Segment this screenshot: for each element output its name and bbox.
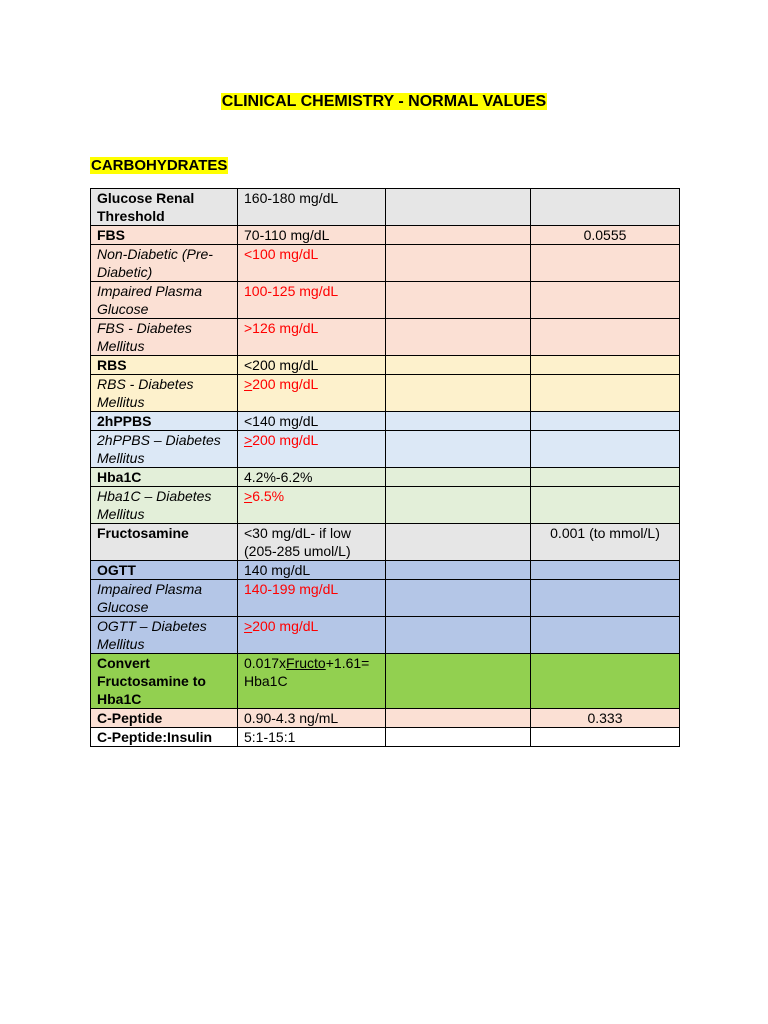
value-text: 6.5% (252, 488, 285, 504)
normal-values-table (90, 188, 680, 747)
test-name: C-Peptide:Insulin (91, 728, 238, 747)
conversion-factor (531, 654, 680, 709)
normal-value: 5:1-15:1 (238, 728, 386, 747)
table-row (91, 375, 680, 412)
conversion-factor (531, 617, 680, 654)
normal-value: 100-125 mg/dL (238, 282, 386, 319)
conversion-factor (531, 375, 680, 412)
table-row (91, 728, 680, 747)
conversion-factor (531, 356, 680, 375)
conversion-factor (531, 431, 680, 468)
empty-cell (386, 226, 531, 245)
test-name: FBS - Diabetes Mellitus (91, 319, 238, 356)
table-row (91, 468, 680, 487)
normal-value: 140-199 mg/dL (238, 580, 386, 617)
gte-sign: > (244, 488, 253, 504)
value-text: 200 mg/dL (252, 432, 319, 448)
normal-value: <30 mg/dL- if low (205-285 umol/L) (238, 524, 386, 561)
formula-part-a: 0.017x (244, 655, 287, 671)
normal-value (238, 375, 386, 412)
table-row (91, 654, 680, 709)
empty-cell (386, 709, 531, 728)
gte-sign: > (244, 432, 253, 448)
test-name: RBS (91, 356, 238, 375)
conversion-factor (531, 245, 680, 282)
test-name: Hba1C (91, 468, 238, 487)
table-row (91, 412, 680, 431)
empty-cell (386, 431, 531, 468)
table-row (91, 431, 680, 468)
section-heading: CARBOHYDRATES (91, 157, 228, 174)
empty-cell (386, 728, 531, 747)
conversion-factor (531, 189, 680, 226)
empty-cell (386, 356, 531, 375)
table-row (91, 709, 680, 728)
normal-value: <140 mg/dL (238, 412, 386, 431)
table-row (91, 580, 680, 617)
conversion-factor (531, 468, 680, 487)
conversion-factor: 0.333 (531, 709, 680, 728)
test-name: Hba1C – Diabetes Mellitus (91, 487, 238, 524)
conversion-factor: 0.0555 (531, 226, 680, 245)
normal-value: 140 mg/dL (238, 561, 386, 580)
test-name: OGTT – Diabetes Mellitus (91, 617, 238, 654)
table-row (91, 487, 680, 524)
test-name: Convert Fructosamine to Hba1C (91, 654, 238, 709)
conversion-factor (531, 487, 680, 524)
table-row (91, 282, 680, 319)
conversion-factor (531, 319, 680, 356)
empty-cell (386, 524, 531, 561)
conversion-factor: 0.001 (to mmol/L) (531, 524, 680, 561)
test-name: Glucose Renal Threshold (91, 189, 238, 226)
empty-cell (386, 412, 531, 431)
conversion-factor (531, 412, 680, 431)
table-row (91, 189, 680, 226)
table-row (91, 319, 680, 356)
test-name: FBS (91, 226, 238, 245)
page-title-wrap (0, 93, 768, 111)
empty-cell (386, 487, 531, 524)
empty-cell (386, 468, 531, 487)
normal-value: 0.90-4.3 ng/mL (238, 709, 386, 728)
normal-value (238, 487, 386, 524)
test-name: Fructosamine (91, 524, 238, 561)
gte-sign: > (244, 376, 253, 392)
table-row (91, 617, 680, 654)
table-row (91, 561, 680, 580)
empty-cell (386, 580, 531, 617)
empty-cell (386, 189, 531, 226)
table-row (91, 524, 680, 561)
normal-value: 4.2%-6.2% (238, 468, 386, 487)
test-name: 2hPPBS (91, 412, 238, 431)
conversion-factor (531, 282, 680, 319)
table-row (91, 245, 680, 282)
normal-value: 160-180 mg/dL (238, 189, 386, 226)
normal-value: <100 mg/dL (238, 245, 386, 282)
conversion-factor (531, 561, 680, 580)
empty-cell (386, 617, 531, 654)
value-text: 200 mg/dL (252, 618, 319, 634)
conversion-factor (531, 728, 680, 747)
test-name: Non-Diabetic (Pre-Diabetic) (91, 245, 238, 282)
formula-fructo: Fructo (286, 655, 326, 671)
formula-part-b: +1.61= Hba1C (244, 655, 370, 689)
normal-value: >126 mg/dL (238, 319, 386, 356)
test-name: C-Peptide (91, 709, 238, 728)
table-row (91, 356, 680, 375)
empty-cell (386, 375, 531, 412)
normal-value (238, 431, 386, 468)
test-name: 2hPPBS – Diabetes Mellitus (91, 431, 238, 468)
test-name: RBS - Diabetes Mellitus (91, 375, 238, 412)
test-name: OGTT (91, 561, 238, 580)
empty-cell (386, 245, 531, 282)
normal-value (238, 654, 386, 709)
table-row (91, 226, 680, 245)
normal-value (238, 617, 386, 654)
test-name: Impaired Plasma Glucose (91, 282, 238, 319)
gte-sign: > (244, 618, 253, 634)
conversion-factor (531, 580, 680, 617)
test-name: Impaired Plasma Glucose (91, 580, 238, 617)
empty-cell (386, 319, 531, 356)
value-text: 200 mg/dL (252, 376, 319, 392)
empty-cell (386, 561, 531, 580)
normal-value: <200 mg/dL (238, 356, 386, 375)
empty-cell (386, 282, 531, 319)
page-title: CLINICAL CHEMISTRY - NORMAL VALUES (221, 93, 547, 110)
normal-value: 70-110 mg/dL (238, 226, 386, 245)
empty-cell (386, 654, 531, 709)
